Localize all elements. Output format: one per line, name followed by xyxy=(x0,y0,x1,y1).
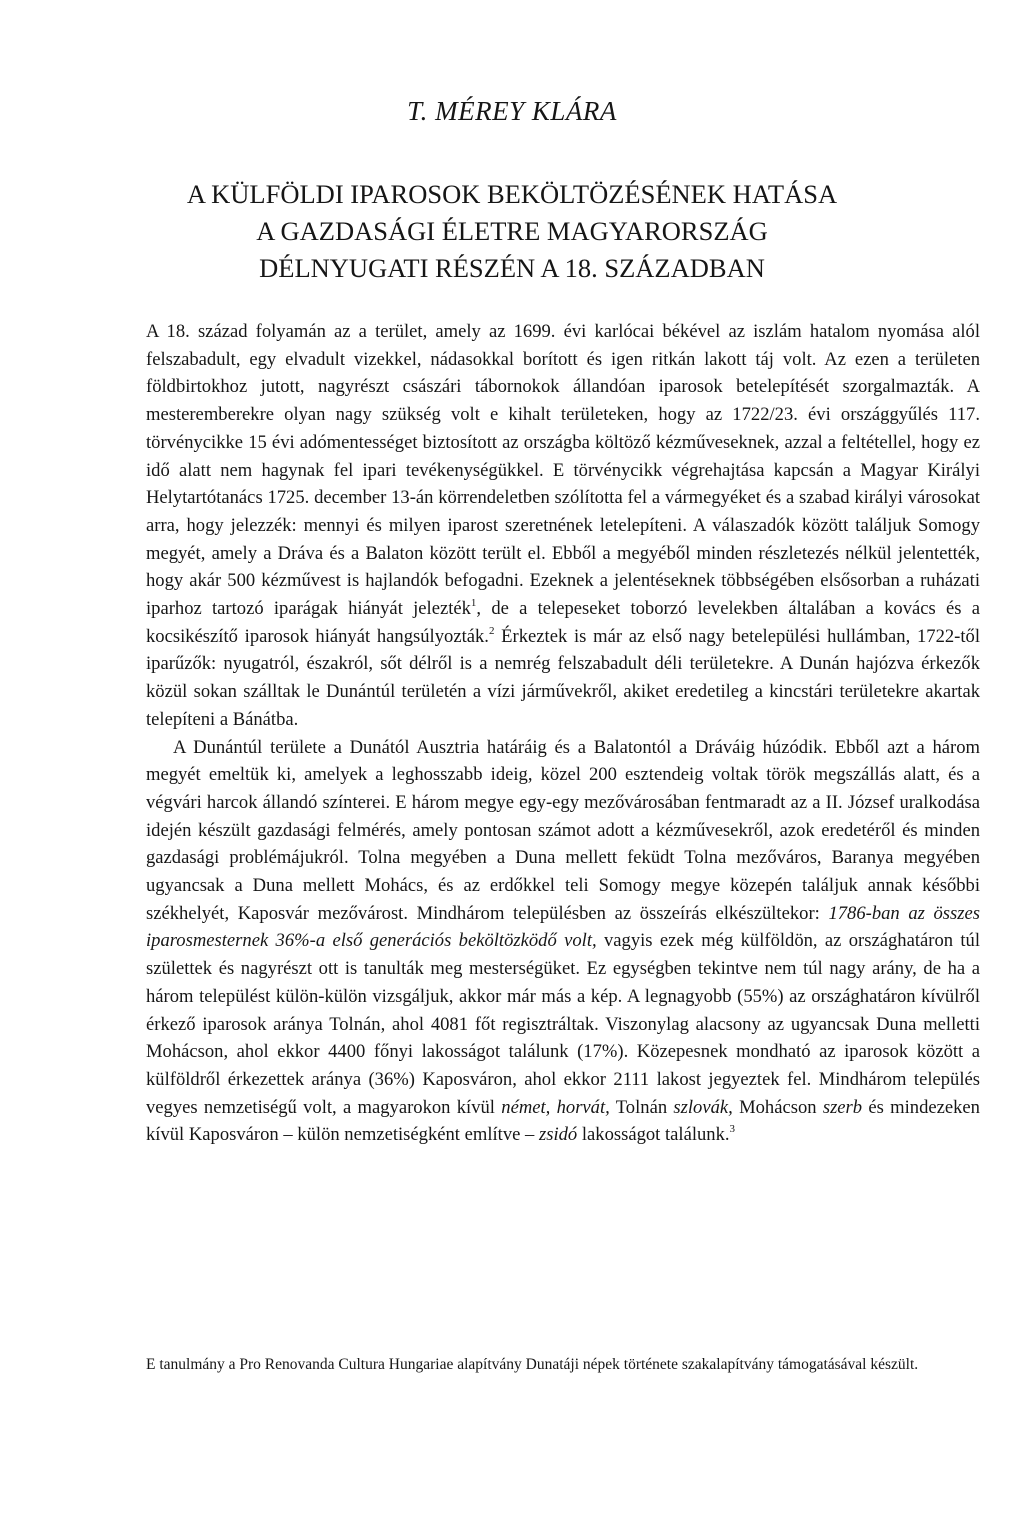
paragraph-2-emphasis-a: 1786-ban az összes iparosmesternek 36%-a első generációs beköltözködő volt, xyxy=(146,902,980,952)
footnote-ref-2[interactable]: 2 xyxy=(488,624,495,637)
paragraph-2-text-e: és mindezeken kívül Kaposváron – külön nemzetiségként említve – xyxy=(146,1096,980,1146)
paragraph-1-text-b: , de a telepeseket toborzó levelekben általában a kovács és a kocsikészítő iparosok hiányát hangsúlyozták. xyxy=(146,598,980,647)
paragraph-2-emphasis-c: szlovák, xyxy=(673,1096,733,1118)
title-line-2: A GAZDASÁGI ÉLETRE MAGYARORSZÁG xyxy=(256,216,768,246)
paragraph-2-text-a: A Dunántúl területe a Dunától Ausztria határáig és a Balatontól a Dráváig húzódik. Ebből azt a három megyét emeltük ki, amelyek a leghosszabb ideig, közel 200 esztendeig voltak török megszállás alatt, és a végvári harcok állandó színterei. E három megye egy-egy mezővárosában fentmaradt az a II. József uralkodása idején készült gazdasági felmérés, amely pontosan számot adott a kézművesekről, azok eredetéről és minden gazdasági problémájukról. Tolna megyében a Duna mellett feküdt Tolna mezőváros, Baranya megyében ugyancsak a Duna mellett Mohács, és az erdőkkel teli Somogy megye közepén találjuk annak későbbi székhelyét, Kaposvár mezővárost. Mindhárom településben az összeírás elkészültekor: xyxy=(146,736,980,924)
footnote-ref-3[interactable]: 3 xyxy=(729,1123,736,1136)
paragraph-1-text-a: A 18. század folyamán az a terület, amely az 1699. évi karlócai békével az iszlám hatalom nyomása alól felszabadult, egy elvadult vizekkel, nádasokkal borított és igen ritkán lakott táj volt. Az ezen a területen földbirtokhoz jutott, nagyrészt császári tábornokok állandóan iparosok betelepítését szorgalmazták. A mesteremberekre olyan nagy szükség volt e kihalt területeken, hogy az 1722/23. évi országgyűlés 117. törvénycikke 15 évi adómentességet biztosított az országba költöző kézműveseknek, azzal a feltétellel, hogy ez idő alatt nem hagynak fel ipari tevékenységükkel. E törvénycikk végrehajtása kapcsán a Magyar Királyi Helytartótanács 1725. december 13-án körrendeletben szólította fel a vármegyéket és a szabad királyi városokat arra, hogy jelezzék: mennyi és milyen iparost szeretnének letelepíteni. A válaszadók között találjuk Somogy megyét, amely a Dráva és a Balaton között terült el. Ebből a megyéből minden részletezés nélkül jelentették, hogy akár 500 kézművest is hajlandók befogadni. Ezeknek a jelentéseknek többségében elsősorban a ruházati iparhoz tartozó iparágak hiányát jelezték xyxy=(146,321,980,620)
footnote-ref-1[interactable]: 1 xyxy=(470,597,477,610)
paragraph-2-emphasis-d: szerb xyxy=(822,1096,863,1118)
funding-footnote: E tanulmány a Pro Renovanda Cultura Hungariae alapítvány Dunatáji népek története szakalapítvány támogatásával készült. xyxy=(146,1356,919,1373)
paragraph-2 xyxy=(146,734,980,1150)
article-body xyxy=(146,318,980,1149)
paragraph-1-text-c: Érkeztek is már az első nagy betelepülési hullámban, 1722-től iparűzők: nyugatról, északról, sőt délről is a nemrég felszabadult déli területekre. A Dunán hajózva érkezők közül sokan szálltak le Dunántúl területén a vízi járművekről, akiket eredetileg a kincstári területekre akartak telepíteni a Bánátba. xyxy=(146,625,980,730)
paragraph-2-emphasis-b: német, horvát, xyxy=(501,1096,610,1118)
article-title xyxy=(60,176,964,287)
paragraph-2-text-c: Tolnán xyxy=(609,1096,674,1118)
title-line-3: DÉLNYUGATI RÉSZÉN A 18. SZÁZADBAN xyxy=(259,253,765,283)
paragraph-2-text-f: lakosságot találunk. xyxy=(577,1124,730,1146)
paragraph-2-emphasis-e: zsidó xyxy=(538,1124,578,1146)
paragraph-2-text-b: vagyis ezek még külföldön, az országhatáron túl születtek és nagyrészt ott is tanulták meg mesterségüket. Ez egységben tekintve nem túl nagy arány, de ha a három települést külön-külön vizsgáljuk, akkor már más a kép. A legnagyobb (55%) az országhatáron kívülről érkező iparosok aránya Tolnán, ahol 4081 főt regisztráltak. Viszonylag alacsony az ugyancsak Duna melletti Mohácson, ahol ekkor 4400 főnyi lakosságot találunk (17%). Közepesnek mondható az iparosok között a külföldről érkezettek aránya (36%) Kaposváron, ahol ekkor 2111 lakost jegyeztek fel. Mindhárom település vegyes nemzetiségű volt, a magyarokon kívül xyxy=(146,930,980,1118)
title-line-1: A KÜLFÖLDI IPAROSOK BEKÖLTÖZÉSÉNEK HATÁSA xyxy=(186,179,838,209)
author-name: T. MÉREY KLÁRA xyxy=(407,96,617,126)
paragraph-2-text-d: Mohácson xyxy=(732,1096,823,1118)
paragraph-1 xyxy=(146,318,980,734)
